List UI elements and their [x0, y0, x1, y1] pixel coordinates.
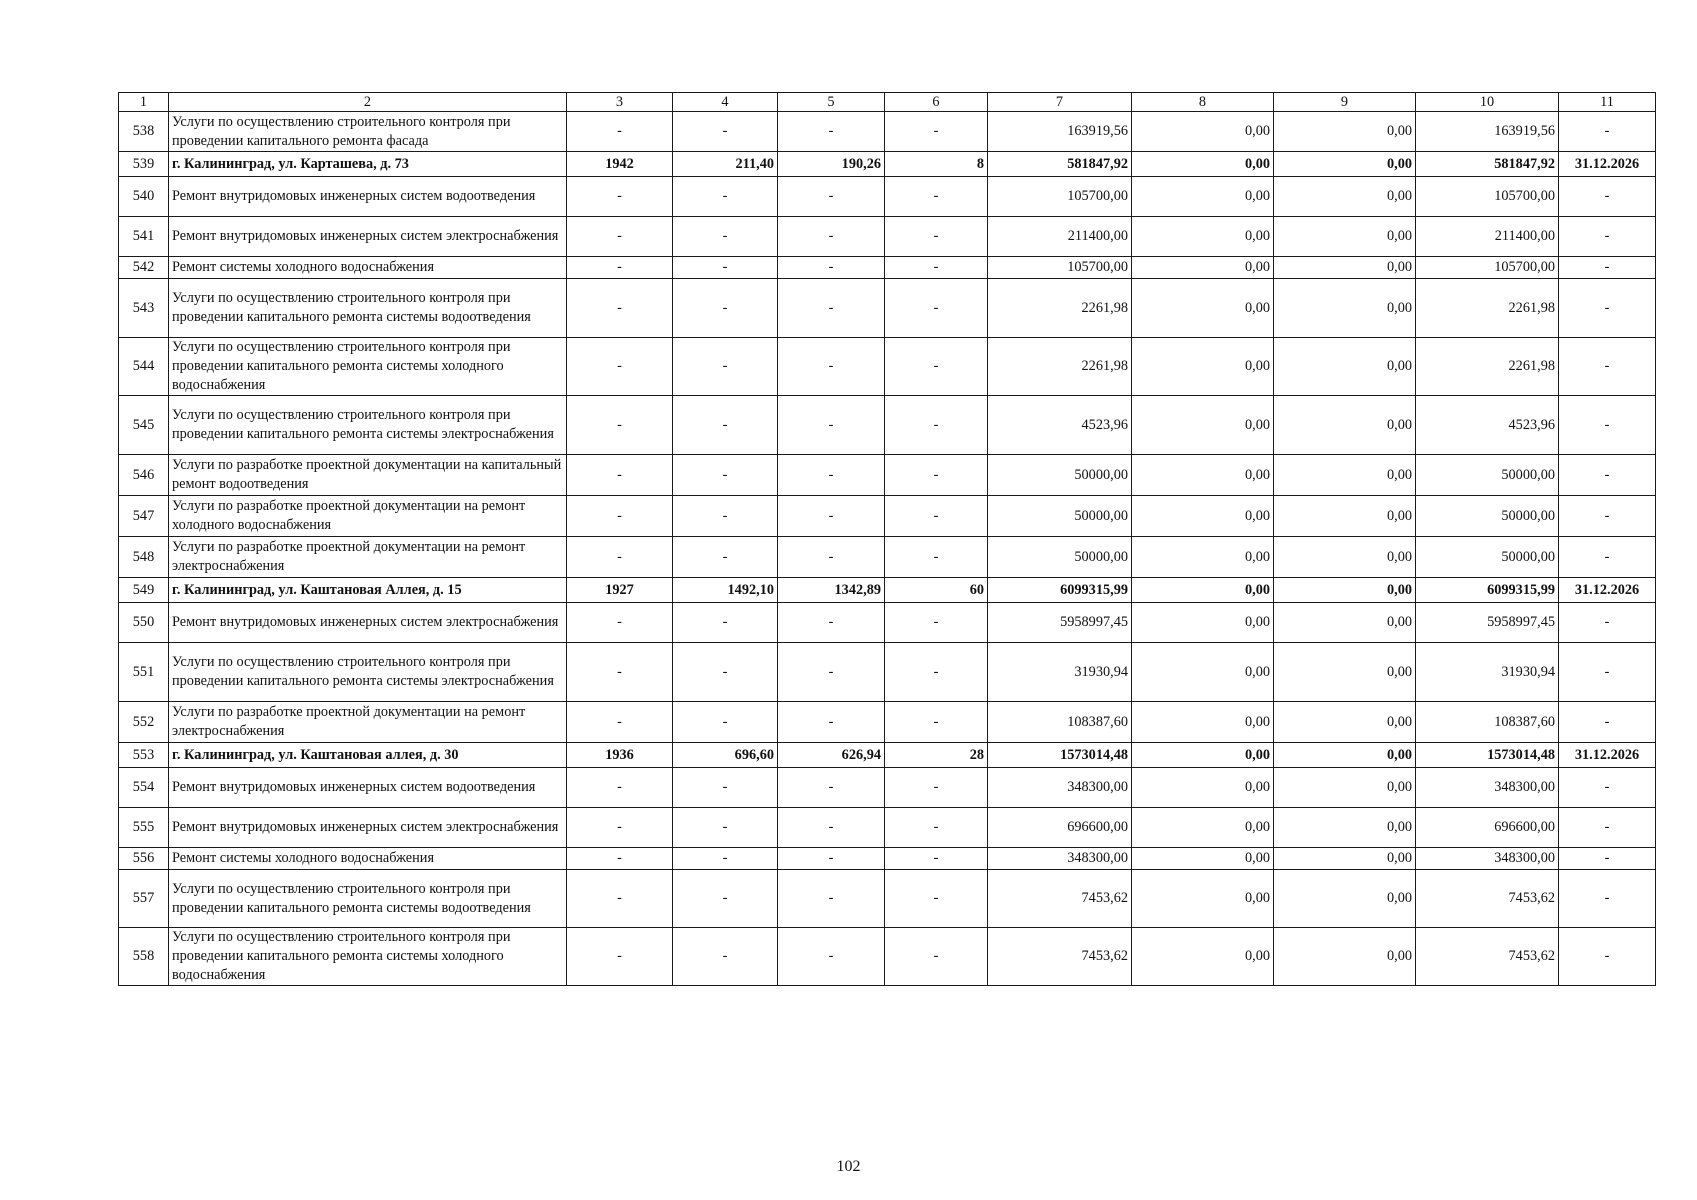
row-number: 553	[119, 743, 169, 768]
residents-count: -	[885, 177, 988, 217]
owners-cost: 4523,96	[1416, 396, 1559, 455]
fund-cost: 0,00	[1132, 870, 1274, 928]
owners-cost: 2261,98	[1416, 338, 1559, 396]
row-number: 554	[119, 768, 169, 808]
column-number: 4	[673, 93, 778, 112]
completion-date: -	[1559, 848, 1656, 870]
owners-cost: 348300,00	[1416, 848, 1559, 870]
fund-cost: 0,00	[1132, 496, 1274, 537]
column-number: 7	[988, 93, 1132, 112]
living-area: -	[778, 177, 885, 217]
work-description: Услуги по осуществлению строительного контроля при проведении капитального ремонта системы холодного водоснабжения	[169, 338, 567, 396]
work-row	[119, 112, 1656, 152]
total-area: -	[673, 928, 778, 986]
work-description: Ремонт внутридомовых инженерных систем электроснабжения	[169, 603, 567, 643]
total-area: 1492,10	[673, 578, 778, 603]
completion-date: -	[1559, 808, 1656, 848]
fund-cost: 0,00	[1132, 643, 1274, 702]
owners-cost: 108387,60	[1416, 702, 1559, 743]
owners-cost: 581847,92	[1416, 152, 1559, 177]
budget-cost: 0,00	[1274, 338, 1416, 396]
budget-cost: 0,00	[1274, 177, 1416, 217]
living-area: -	[778, 338, 885, 396]
build-year: -	[567, 928, 673, 986]
column-number: 6	[885, 93, 988, 112]
living-area: -	[778, 848, 885, 870]
total-cost: 211400,00	[988, 217, 1132, 257]
column-number: 11	[1559, 93, 1656, 112]
owners-cost: 7453,62	[1416, 928, 1559, 986]
row-number: 542	[119, 257, 169, 279]
total-area: -	[673, 177, 778, 217]
row-number: 543	[119, 279, 169, 338]
living-area: 190,26	[778, 152, 885, 177]
address-row	[119, 578, 1656, 603]
living-area: -	[778, 603, 885, 643]
living-area: 1342,89	[778, 578, 885, 603]
owners-cost: 2261,98	[1416, 279, 1559, 338]
row-number: 544	[119, 338, 169, 396]
fund-cost: 0,00	[1132, 152, 1274, 177]
total-cost: 2261,98	[988, 338, 1132, 396]
living-area: -	[778, 643, 885, 702]
living-area: -	[778, 870, 885, 928]
residents-count: -	[885, 257, 988, 279]
total-area: 211,40	[673, 152, 778, 177]
total-area: -	[673, 217, 778, 257]
work-row	[119, 257, 1656, 279]
work-description: Услуги по разработке проектной документации на ремонт электроснабжения	[169, 537, 567, 578]
work-description: г. Калининград, ул. Каштановая Аллея, д. 15	[169, 578, 567, 603]
residents-count: -	[885, 338, 988, 396]
completion-date: -	[1559, 768, 1656, 808]
budget-cost: 0,00	[1274, 603, 1416, 643]
work-row	[119, 396, 1656, 455]
build-year: -	[567, 870, 673, 928]
completion-date: 31.12.2026	[1559, 743, 1656, 768]
work-row	[119, 643, 1656, 702]
total-cost: 31930,94	[988, 643, 1132, 702]
column-number: 10	[1416, 93, 1559, 112]
total-area: -	[673, 808, 778, 848]
row-number: 551	[119, 643, 169, 702]
build-year: -	[567, 537, 673, 578]
owners-cost: 348300,00	[1416, 768, 1559, 808]
work-description: Ремонт внутридомовых инженерных систем электроснабжения	[169, 217, 567, 257]
work-row	[119, 928, 1656, 986]
living-area: -	[778, 768, 885, 808]
residents-count: -	[885, 537, 988, 578]
work-description: Ремонт системы холодного водоснабжения	[169, 257, 567, 279]
build-year: 1942	[567, 152, 673, 177]
owners-cost: 50000,00	[1416, 537, 1559, 578]
total-cost: 1573014,48	[988, 743, 1132, 768]
row-number: 547	[119, 496, 169, 537]
total-area: -	[673, 496, 778, 537]
fund-cost: 0,00	[1132, 177, 1274, 217]
residents-count: -	[885, 808, 988, 848]
total-cost: 105700,00	[988, 257, 1132, 279]
total-cost: 163919,56	[988, 112, 1132, 152]
budget-cost: 0,00	[1274, 870, 1416, 928]
build-year: -	[567, 177, 673, 217]
work-row	[119, 496, 1656, 537]
work-row	[119, 217, 1656, 257]
fund-cost: 0,00	[1132, 702, 1274, 743]
work-row	[119, 177, 1656, 217]
build-year: -	[567, 396, 673, 455]
completion-date: -	[1559, 112, 1656, 152]
total-area: -	[673, 455, 778, 496]
budget-cost: 0,00	[1274, 217, 1416, 257]
total-area: -	[673, 112, 778, 152]
work-description: Услуги по осуществлению строительного контроля при проведении капитального ремонта системы водоотведения	[169, 279, 567, 338]
owners-cost: 211400,00	[1416, 217, 1559, 257]
residents-count: -	[885, 455, 988, 496]
budget-cost: 0,00	[1274, 702, 1416, 743]
completion-date: -	[1559, 455, 1656, 496]
owners-cost: 50000,00	[1416, 496, 1559, 537]
total-area: -	[673, 702, 778, 743]
work-description: Ремонт внутридомовых инженерных систем водоотведения	[169, 177, 567, 217]
budget-cost: 0,00	[1274, 808, 1416, 848]
build-year: -	[567, 338, 673, 396]
owners-cost: 50000,00	[1416, 455, 1559, 496]
living-area: 626,94	[778, 743, 885, 768]
living-area: -	[778, 257, 885, 279]
residents-count: -	[885, 870, 988, 928]
budget-cost: 0,00	[1274, 848, 1416, 870]
row-number: 539	[119, 152, 169, 177]
work-row	[119, 768, 1656, 808]
work-description: Услуги по осуществлению строительного контроля при проведении капитального ремонта фасада	[169, 112, 567, 152]
budget-cost: 0,00	[1274, 928, 1416, 986]
completion-date: -	[1559, 279, 1656, 338]
address-row	[119, 743, 1656, 768]
row-number: 552	[119, 702, 169, 743]
owners-cost: 696600,00	[1416, 808, 1559, 848]
build-year: -	[567, 808, 673, 848]
living-area: -	[778, 808, 885, 848]
build-year: -	[567, 768, 673, 808]
fund-cost: 0,00	[1132, 112, 1274, 152]
build-year: -	[567, 496, 673, 537]
total-cost: 7453,62	[988, 870, 1132, 928]
owners-cost: 1573014,48	[1416, 743, 1559, 768]
budget-cost: 0,00	[1274, 537, 1416, 578]
total-cost: 50000,00	[988, 496, 1132, 537]
completion-date: 31.12.2026	[1559, 152, 1656, 177]
fund-cost: 0,00	[1132, 279, 1274, 338]
completion-date: -	[1559, 338, 1656, 396]
budget-cost: 0,00	[1274, 279, 1416, 338]
total-area: -	[673, 603, 778, 643]
work-row	[119, 870, 1656, 928]
completion-date: -	[1559, 928, 1656, 986]
living-area: -	[778, 455, 885, 496]
capital-repair-table	[118, 92, 1656, 986]
row-number: 555	[119, 808, 169, 848]
work-description: Ремонт системы холодного водоснабжения	[169, 848, 567, 870]
build-year: -	[567, 702, 673, 743]
completion-date: -	[1559, 396, 1656, 455]
table-body	[119, 93, 1656, 986]
residents-count: -	[885, 928, 988, 986]
residents-count: -	[885, 112, 988, 152]
column-number: 3	[567, 93, 673, 112]
total-area: -	[673, 643, 778, 702]
total-cost: 5958997,45	[988, 603, 1132, 643]
work-description: Ремонт внутридомовых инженерных систем водоотведения	[169, 768, 567, 808]
completion-date: -	[1559, 603, 1656, 643]
column-number: 5	[778, 93, 885, 112]
fund-cost: 0,00	[1132, 578, 1274, 603]
build-year: -	[567, 603, 673, 643]
total-cost: 50000,00	[988, 537, 1132, 578]
work-description: г. Калининград, ул. Карташева, д. 73	[169, 152, 567, 177]
work-description: Услуги по осуществлению строительного контроля при проведении капитального ремонта системы электроснабжения	[169, 643, 567, 702]
column-number-row	[119, 93, 1656, 112]
living-area: -	[778, 702, 885, 743]
work-row	[119, 848, 1656, 870]
total-cost: 348300,00	[988, 768, 1132, 808]
completion-date: -	[1559, 537, 1656, 578]
residents-count: -	[885, 396, 988, 455]
row-number: 557	[119, 870, 169, 928]
total-area: 696,60	[673, 743, 778, 768]
build-year: -	[567, 112, 673, 152]
work-row	[119, 455, 1656, 496]
work-row	[119, 808, 1656, 848]
total-area: -	[673, 279, 778, 338]
residents-count: -	[885, 768, 988, 808]
completion-date: -	[1559, 870, 1656, 928]
owners-cost: 31930,94	[1416, 643, 1559, 702]
total-area: -	[673, 768, 778, 808]
work-description: Услуги по осуществлению строительного контроля при проведении капитального ремонта системы холодного водоснабжения	[169, 928, 567, 986]
residents-count: -	[885, 702, 988, 743]
row-number: 541	[119, 217, 169, 257]
budget-cost: 0,00	[1274, 152, 1416, 177]
total-cost: 50000,00	[988, 455, 1132, 496]
column-number: 2	[169, 93, 567, 112]
owners-cost: 6099315,99	[1416, 578, 1559, 603]
work-row	[119, 702, 1656, 743]
total-cost: 6099315,99	[988, 578, 1132, 603]
fund-cost: 0,00	[1132, 537, 1274, 578]
build-year: -	[567, 643, 673, 702]
work-description: Услуги по разработке проектной документации на ремонт холодного водоснабжения	[169, 496, 567, 537]
budget-cost: 0,00	[1274, 396, 1416, 455]
budget-cost: 0,00	[1274, 496, 1416, 537]
page-number: 102	[836, 1158, 861, 1175]
total-area: -	[673, 396, 778, 455]
total-area: -	[673, 257, 778, 279]
budget-cost: 0,00	[1274, 643, 1416, 702]
work-description: Ремонт внутридомовых инженерных систем электроснабжения	[169, 808, 567, 848]
total-cost: 696600,00	[988, 808, 1132, 848]
completion-date: -	[1559, 217, 1656, 257]
budget-cost: 0,00	[1274, 768, 1416, 808]
living-area: -	[778, 396, 885, 455]
total-area: -	[673, 537, 778, 578]
row-number: 556	[119, 848, 169, 870]
fund-cost: 0,00	[1132, 338, 1274, 396]
row-number: 538	[119, 112, 169, 152]
work-row	[119, 603, 1656, 643]
row-number: 545	[119, 396, 169, 455]
completion-date: -	[1559, 643, 1656, 702]
total-area: -	[673, 870, 778, 928]
total-cost: 4523,96	[988, 396, 1132, 455]
work-description: Услуги по разработке проектной документации на ремонт электроснабжения	[169, 702, 567, 743]
column-number: 9	[1274, 93, 1416, 112]
fund-cost: 0,00	[1132, 603, 1274, 643]
total-cost: 105700,00	[988, 177, 1132, 217]
work-row	[119, 537, 1656, 578]
build-year: -	[567, 217, 673, 257]
completion-date: -	[1559, 496, 1656, 537]
total-area: -	[673, 338, 778, 396]
build-year: -	[567, 848, 673, 870]
total-area: -	[673, 848, 778, 870]
budget-cost: 0,00	[1274, 257, 1416, 279]
total-cost: 2261,98	[988, 279, 1132, 338]
owners-cost: 7453,62	[1416, 870, 1559, 928]
row-number: 558	[119, 928, 169, 986]
total-cost: 348300,00	[988, 848, 1132, 870]
row-number: 549	[119, 578, 169, 603]
residents-count: -	[885, 603, 988, 643]
row-number: 550	[119, 603, 169, 643]
row-number: 548	[119, 537, 169, 578]
completion-date: 31.12.2026	[1559, 578, 1656, 603]
build-year: -	[567, 279, 673, 338]
work-description: Услуги по осуществлению строительного контроля при проведении капитального ремонта системы электроснабжения	[169, 396, 567, 455]
residents-count: 60	[885, 578, 988, 603]
fund-cost: 0,00	[1132, 808, 1274, 848]
fund-cost: 0,00	[1132, 396, 1274, 455]
column-number: 1	[119, 93, 169, 112]
completion-date: -	[1559, 257, 1656, 279]
work-description: Услуги по осуществлению строительного контроля при проведении капитального ремонта системы водоотведения	[169, 870, 567, 928]
owners-cost: 163919,56	[1416, 112, 1559, 152]
owners-cost: 5958997,45	[1416, 603, 1559, 643]
residents-count: -	[885, 496, 988, 537]
residents-count: -	[885, 848, 988, 870]
build-year: -	[567, 257, 673, 279]
budget-cost: 0,00	[1274, 455, 1416, 496]
living-area: -	[778, 537, 885, 578]
owners-cost: 105700,00	[1416, 257, 1559, 279]
total-cost: 108387,60	[988, 702, 1132, 743]
residents-count: -	[885, 643, 988, 702]
fund-cost: 0,00	[1132, 455, 1274, 496]
living-area: -	[778, 496, 885, 537]
residents-count: 28	[885, 743, 988, 768]
row-number: 546	[119, 455, 169, 496]
residents-count: 8	[885, 152, 988, 177]
build-year: 1936	[567, 743, 673, 768]
budget-cost: 0,00	[1274, 112, 1416, 152]
fund-cost: 0,00	[1132, 768, 1274, 808]
completion-date: -	[1559, 702, 1656, 743]
living-area: -	[778, 217, 885, 257]
build-year: -	[567, 455, 673, 496]
work-description: г. Калининград, ул. Каштановая аллея, д. 30	[169, 743, 567, 768]
living-area: -	[778, 279, 885, 338]
total-cost: 7453,62	[988, 928, 1132, 986]
work-description: Услуги по разработке проектной документации на капитальный ремонт водоотведения	[169, 455, 567, 496]
living-area: -	[778, 112, 885, 152]
fund-cost: 0,00	[1132, 928, 1274, 986]
work-row	[119, 338, 1656, 396]
budget-cost: 0,00	[1274, 743, 1416, 768]
fund-cost: 0,00	[1132, 848, 1274, 870]
fund-cost: 0,00	[1132, 217, 1274, 257]
total-cost: 581847,92	[988, 152, 1132, 177]
living-area: -	[778, 928, 885, 986]
address-row	[119, 152, 1656, 177]
work-row	[119, 279, 1656, 338]
budget-cost: 0,00	[1274, 578, 1416, 603]
residents-count: -	[885, 217, 988, 257]
owners-cost: 105700,00	[1416, 177, 1559, 217]
completion-date: -	[1559, 177, 1656, 217]
residents-count: -	[885, 279, 988, 338]
column-number: 8	[1132, 93, 1274, 112]
row-number: 540	[119, 177, 169, 217]
fund-cost: 0,00	[1132, 257, 1274, 279]
build-year: 1927	[567, 578, 673, 603]
fund-cost: 0,00	[1132, 743, 1274, 768]
